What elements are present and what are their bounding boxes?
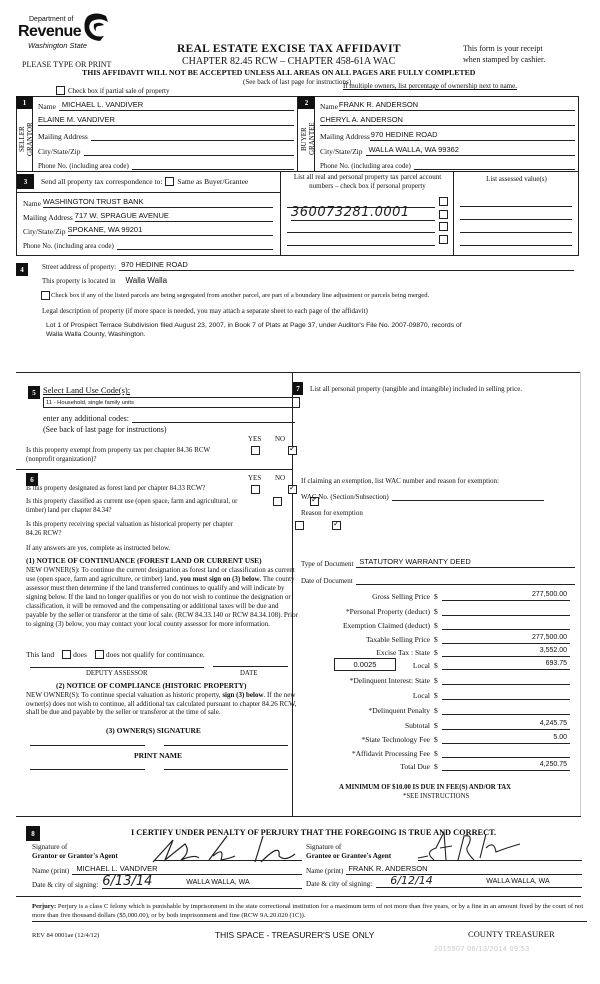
delinquent-interest-state-row[interactable]: *Delinquent Interest: State $ — [310, 674, 570, 685]
seller-city-field[interactable]: City/State/Zip — [38, 145, 294, 156]
logo-revenue: Revenue — [18, 23, 82, 40]
grantor-signing-city[interactable]: WALLA WALLA, WA — [172, 878, 302, 889]
buyer-name-2-field[interactable] — [320, 115, 575, 126]
section-divider — [16, 896, 581, 897]
grantee-signing-date[interactable]: 6/12/14 — [376, 875, 472, 888]
delinquent-penalty-row[interactable]: *Delinquent Penalty $ — [310, 704, 570, 715]
logo-dept-of: Department of — [29, 16, 74, 23]
notice-compliance-text: NEW OWNER(S): To continue special valuation as historic property, sign (3) below. If the new owner(s) does not wish to continue, all additional tax calculated pursuant to chapter 84.26 RCW, shall be due and payable by the seller or transferor at the time of sale. — [26, 691, 297, 717]
notice-continuance-text: NEW OWNER(S): To continue the current designation as forest land or classification as current use (open space, farm and agriculture, or timber) land, you must sign on (3) below. The county assessor must then determine if the land transferred continues to qualify and will indicate by signing below. If the land no longer qualifies or you do not wish to continue the designation or classification, it will be removed and the compensating or additional taxes will be due and payable by the seller or transferor at the time of sale. (RCW 84.33.140 or RCW 84.34.108). Prior to signing (3) below, you may contact your local county assessor for more information. — [26, 566, 298, 628]
grantor-date-city-row[interactable]: Date & city of signing: 6/13/14 WALLA WALLA, WA — [32, 875, 302, 889]
section-number: 1 — [16, 96, 33, 109]
state-technology-fee-row[interactable]: *State Technology Fee $ 5.00 — [310, 733, 570, 744]
notice-continuance-title: (1) NOTICE OF CONTINUANCE (FOREST LAND OR CURRENT USE) — [26, 556, 262, 565]
form-chapter: CHAPTER 82.45 RCW – CHAPTER 458-61A WAC — [182, 56, 396, 67]
street-address-field[interactable]: Street address of property: 970 HEDINE ROAD — [42, 260, 574, 271]
land-use-label: Select Land Use Code(s): — [43, 385, 131, 395]
does-qualify-checkbox[interactable] — [62, 650, 71, 659]
personal-property-checkbox[interactable] — [439, 222, 448, 231]
form-warning: THIS AFFIDAVIT WILL NOT BE ACCEPTED UNLESS ALL AREAS ON ALL PAGES ARE FULLY COMPLETED — [82, 68, 476, 77]
partial-sale-label: Check box if partial sale of property — [68, 86, 170, 95]
correspondence-mailing-field[interactable]: Mailing Address 717 W. SPRAGUE AVENUE — [23, 211, 273, 222]
parcel-list-box — [281, 172, 454, 256]
yes-header: YES — [248, 435, 262, 443]
legal-description-text[interactable]: Lot 1 of Prospect Terrace Subdivision filed August 23, 2007, in Book 7 of Plats at Page 37, under Auditor's File No. 2007-09870, records of Walla Walla County, Washington. — [46, 322, 462, 338]
reason-label: Reason for exemption — [301, 509, 363, 517]
print-name-line[interactable] — [30, 769, 145, 770]
if-yes-instruction: If any answers are yes, complete as instructed below. — [26, 545, 171, 552]
seller-name-2-field[interactable] — [38, 115, 294, 126]
seller-phone-field[interactable]: Phone No. (including area code) — [38, 159, 294, 170]
personal-property-label: List all personal property (tangible and intangible) included in selling price. — [310, 385, 523, 393]
correspondence-name-field[interactable]: Name WASHINGTON TRUST BANK — [23, 197, 273, 208]
see-back-note: (See back of last page for instructions) — [243, 78, 352, 86]
treasurer-stamp: 2015507 06/13/2014 09:53 — [434, 946, 530, 953]
deputy-assessor-label: DEPUTY ASSESSOR — [86, 670, 148, 677]
correspondence-city-field[interactable]: City/State/Zip SPOKANE, WA 99201 — [23, 225, 273, 236]
delinquent-interest-local-row[interactable]: Local $ — [310, 689, 570, 700]
total-due-row[interactable]: Total Due $ 4,250.75 — [310, 760, 570, 771]
current-use-question: Is this property classified as current use (open space, farm and agricultural, or timber) land per chapter 84.34? — [26, 498, 238, 514]
parcel-row[interactable] — [287, 220, 449, 233]
buyer-name-2[interactable]: CHERYL A. ANDERSON — [320, 115, 575, 126]
section-number: 4 — [16, 263, 28, 276]
seller-name-field[interactable]: Name MICHAEL L. VANDIVER — [38, 100, 294, 111]
seller-name-1[interactable]: MICHAEL L. VANDIVER — [59, 100, 294, 111]
located-in-value[interactable]: Walla Walla — [125, 276, 168, 285]
affidavit-processing-fee-row[interactable]: *Affidavit Processing Fee $ — [310, 747, 570, 758]
same-as-buyer-checkbox[interactable] — [165, 177, 174, 186]
continuance-row: This land does does not qualify for continuance. — [26, 650, 205, 659]
assessed-value-line[interactable] — [460, 197, 572, 207]
personal-property-deduct-row[interactable]: *Personal Property (deduct) $ — [310, 605, 570, 616]
personal-property-checkbox[interactable] — [439, 210, 448, 219]
logo-state: Washington State — [28, 41, 88, 50]
additional-codes-field[interactable]: enter any additional codes: — [43, 412, 295, 423]
section-number: 2 — [298, 96, 315, 109]
form-title: REAL ESTATE EXCISE TAX AFFIDAVIT — [177, 43, 401, 55]
exempt-question: Is this property exempt from property tax per chapter 84.36 RCW (nonprofit organization)? — [26, 446, 210, 463]
section-2 — [297, 96, 579, 172]
section-6 — [16, 470, 298, 815]
parcel-number-handwritten[interactable]: 360073281.0001 — [291, 206, 435, 221]
section-7 — [293, 380, 581, 816]
personal-property-checkbox[interactable] — [439, 197, 448, 206]
section-8 — [16, 820, 581, 905]
perjury-notice: Perjury: Perjury is a class C felony which is punishable by imprisonment in the state correctional institution for a maximum term of not more than five years, or by a fine in an amount fixed by the court of not more than five thousand dollars ($5,000.00), or by both imprisonment and fine (RCW 9A.20.020 (1C)). — [32, 902, 587, 922]
grantor-name-field[interactable]: Name (print) MICHAEL L. VANDIVER — [32, 864, 302, 875]
right-border — [580, 372, 581, 816]
notice-compliance-title: (2) NOTICE OF COMPLIANCE (HISTORIC PROPERTY) — [56, 681, 247, 690]
section-1 — [16, 96, 299, 172]
grantee-signature-scribble-icon — [416, 830, 526, 864]
receipt-note-1: This form is your receipt — [463, 44, 543, 53]
please-type: PLEASE TYPE OR PRINT — [22, 60, 112, 69]
reason-input[interactable] — [301, 520, 571, 550]
segregated-checkbox[interactable] — [41, 291, 50, 300]
send-to-row: Send all property tax correspondence to: Same as Buyer/Grantee — [41, 177, 249, 186]
legal-description-label: Legal description of property (if more space is needed, you may attach a separate sheet to each page of the affidavit) — [42, 307, 368, 315]
section-divider — [16, 372, 581, 373]
dor-swirl-logo-icon — [82, 12, 110, 42]
grantor-signature-scribble-icon — [151, 832, 301, 864]
grantee-signature-label: Signature of Grantee or Grantee's Agent — [306, 843, 392, 860]
seller-name-2[interactable]: ELAINE M. VANDIVER — [38, 115, 294, 126]
grantee-date-city-row[interactable]: Date & city of signing: 6/12/14 WALLA WALLA, WA — [306, 875, 582, 888]
section-number: 3 — [17, 174, 34, 189]
grantee-signing-city[interactable]: WALLA WALLA, WA — [472, 877, 582, 888]
grantor-signature-label: Signature of Grantor or Grantor's Agent — [32, 843, 118, 860]
gross-selling-price-row[interactable]: Gross Selling Price $ 277,500.00 — [310, 590, 570, 601]
dor-logo — [18, 10, 118, 54]
section-number: 6 — [26, 473, 38, 486]
treasurer-use-only: THIS SPACE - TREASURER'S USE ONLY — [215, 930, 375, 940]
section-number: 5 — [28, 386, 40, 399]
no-header: NO — [275, 474, 286, 482]
located-in-row: This property is located in Walla Walla — [42, 276, 168, 285]
parcel-list-header: List all real and personal property tax parcel account numbers – check box if personal property — [293, 173, 442, 190]
document-date-field[interactable]: Date of Document — [301, 574, 575, 585]
does-not-qualify-checkbox[interactable] — [95, 650, 104, 659]
no-header: NO — [275, 435, 286, 443]
owner-signature-line[interactable] — [30, 745, 145, 746]
owner-signature-label: (3) OWNER(S) SIGNATURE — [106, 726, 201, 735]
deputy-assessor-signature-line[interactable] — [30, 667, 204, 668]
seller-mailing-field[interactable]: Mailing Address — [38, 130, 294, 141]
wac-number-field[interactable]: WAC No. (Section/Subsection) — [301, 490, 574, 501]
buyer-name-field[interactable]: Name FRANK R. ANDERSON — [320, 100, 575, 111]
historic-question: Is this property receiving special valuation as historical property per chapter 84.26 RCW? — [26, 521, 233, 537]
assessed-values-box — [454, 172, 579, 256]
county-treasurer: COUNTY TREASURER — [468, 929, 555, 939]
assessed-value-line[interactable] — [460, 223, 572, 233]
print-name-line-2[interactable] — [164, 769, 288, 770]
document-type-field[interactable]: Type of Document STATUTORY WARRANTY DEED — [301, 557, 575, 568]
current-use-yes-checkbox[interactable] — [273, 497, 282, 506]
seller-grantor-label: SELLER GRANTOR — [18, 122, 34, 156]
buyer-name-1[interactable]: FRANK R. ANDERSON — [339, 100, 575, 111]
local-rate-box[interactable]: 0.0025 — [334, 658, 396, 671]
multiple-owners-note: If multiple owners, list percentage of ownership next to name. — [343, 82, 517, 90]
forest-land-yes-checkbox[interactable] — [251, 485, 260, 494]
certify-statement: I CERTIFY UNDER PENALTY OF PERJURY THAT THE FOREGOING IS TRUE AND CORRECT. — [131, 828, 497, 837]
segregated-checkbox-row[interactable]: Check box if any of the listed parcels are being segregated from another parcel, are part of a boundary line adjustment or parcels being merged. — [41, 291, 429, 300]
yes-header: YES — [248, 474, 262, 482]
assessed-value-line[interactable] — [460, 210, 572, 220]
seller-side-panel — [16, 96, 33, 172]
parcel-row[interactable] — [287, 233, 449, 246]
date-label: DATE — [240, 670, 258, 677]
parcel-number-line[interactable] — [287, 245, 435, 246]
subtotal-row[interactable]: Subtotal $ 4,245.75 — [310, 719, 570, 730]
buyer-side-panel — [298, 96, 315, 172]
assessed-value-line[interactable] — [460, 236, 572, 246]
receipt-note-2: when stamped by cashier. — [463, 55, 546, 64]
assessor-date-line[interactable] — [213, 666, 288, 667]
buyer-phone-field[interactable]: Phone No. (including area code) — [320, 159, 575, 170]
section-5 — [16, 380, 292, 467]
buyer-grantee-label: BUYER GRANTEE — [300, 122, 316, 156]
correspondence-phone-field[interactable]: Phone No. (including area code) — [23, 239, 273, 250]
print-name-label: PRINT NAME — [134, 751, 182, 760]
exempt-yes-checkbox[interactable] — [251, 446, 260, 455]
partial-sale-checkbox[interactable] — [56, 86, 65, 95]
buyer-city-field[interactable]: City/State/Zip WALLA WALLA, WA 99362 — [320, 145, 575, 156]
buyer-mailing-field[interactable]: Mailing Address 970 HEDINE ROAD — [320, 130, 575, 141]
form-revision: REV 84 0001ae (12/4/12) — [32, 932, 100, 939]
see-instructions-note: *SEE INSTRUCTIONS — [403, 793, 470, 800]
forest-land-question: Is this property designated as forest land per chapter 84.33 RCW? — [26, 485, 206, 492]
excise-tax-local-row[interactable]: Local $ 693.75 — [310, 659, 570, 670]
exemption-label: If claiming an exemption, list WAC number and reason for exemption: — [301, 477, 499, 485]
section-divider — [16, 816, 581, 817]
land-use-select[interactable]: 11 - Household, single family units — [43, 397, 300, 408]
divider — [17, 192, 281, 193]
minimum-due-note: A MINIMUM OF $10.00 IS DUE IN FEE(S) AND/OR TAX — [339, 784, 512, 791]
personal-property-input[interactable] — [310, 410, 570, 465]
see-back-instructions: (See back of last page for instructions) — [43, 425, 167, 434]
grantor-signing-date[interactable]: 6/13/14 — [102, 875, 172, 889]
section-number: 7 — [293, 382, 303, 395]
excise-tax-state-row[interactable]: Excise Tax : State $ 3,552.00 — [310, 646, 570, 657]
partial-sale-checkbox-row[interactable] — [56, 86, 169, 95]
section-number: 8 — [26, 826, 40, 841]
section-4 — [16, 258, 581, 371]
section-3 — [16, 172, 281, 256]
assessed-header: List assessed value(s) — [486, 175, 547, 183]
owner-signature-line-2[interactable] — [164, 745, 288, 746]
taxable-selling-price-row[interactable]: Taxable Selling Price $ 277,500.00 — [310, 633, 570, 644]
exemption-claimed-row[interactable]: Exemption Claimed (deduct) $ — [310, 619, 570, 630]
personal-property-checkbox[interactable] — [439, 235, 448, 244]
grantee-name-field[interactable]: Name (print) FRANK R. ANDERSON — [306, 864, 582, 875]
